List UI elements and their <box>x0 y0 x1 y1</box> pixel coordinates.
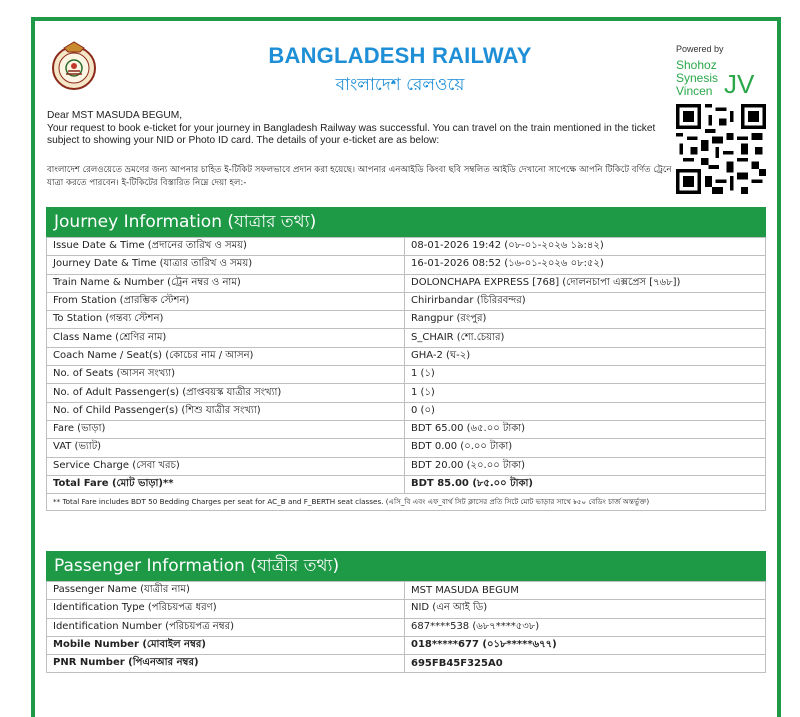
table-row <box>47 636 766 654</box>
row-label: Journey Date & Time (যাত্রার তারিখ ও সময়) <box>47 256 405 274</box>
row-label: No. of Seats (আসন সংখ্যা) <box>47 366 405 384</box>
page-title-bangla: বাংলাদেশ রেলওয়ে <box>335 75 465 95</box>
row-label: Total Fare (মোট ভাড়া)** <box>47 475 405 493</box>
table-row <box>47 311 766 329</box>
railway-emblem-icon <box>50 38 98 94</box>
table-row <box>47 475 766 493</box>
row-value: 1 (১) <box>405 366 766 384</box>
row-value: 08-01-2026 19:42 (০৮-০১-২০২৬ ১৯:৪২) <box>405 238 766 256</box>
row-value: BDT 65.00 (৬৫.০০ টাকা) <box>405 420 766 438</box>
passenger-information-table <box>46 581 766 673</box>
journey-information-table <box>46 237 766 494</box>
row-value: Chirirbandar (চিরিরবন্দর) <box>405 292 766 310</box>
table-row <box>47 655 766 673</box>
row-value: 695FB45F325A0 <box>405 655 766 673</box>
row-label: Class Name (শ্রেণির নাম) <box>47 329 405 347</box>
row-label: Mobile Number (মোবাইল নম্বর) <box>47 636 405 654</box>
row-value: BDT 85.00 (৮৫.০০ টাকা) <box>405 475 766 493</box>
qr-code-icon <box>676 104 766 194</box>
table-row <box>47 439 766 457</box>
row-label: From Station (প্রারম্ভিক স্টেশন) <box>47 292 405 310</box>
vendor-logo <box>676 58 755 99</box>
row-label: Identification Type (পরিচয়পত্র ধরণ) <box>47 600 405 618</box>
row-label: Passenger Name (যাত্রীর নাম) <box>47 582 405 600</box>
row-value: 0 (০) <box>405 402 766 420</box>
row-value: S_CHAIR (শো.চেয়ার) <box>405 329 766 347</box>
row-value: 687****538 (৬৮৭****৫৩৮) <box>405 618 766 636</box>
greeting: Dear MST MASUDA BEGUM, <box>47 110 183 121</box>
table-row <box>47 329 766 347</box>
row-value: BDT 0.00 (০.০০ টাকা) <box>405 439 766 457</box>
letter-body: Your request to book e-ticket for your journey in Bangladesh Railway was successful. You can travel on the train mentioned in the ticket subject to showing your NID or Photo ID card. The details of your e-ticket are as below: <box>47 122 656 147</box>
row-value: 018*****677 (০১৮*****৬৭৭) <box>405 636 766 654</box>
table-row <box>47 292 766 310</box>
table-row <box>47 366 766 384</box>
row-label: Issue Date & Time (প্রদানের তারিখ ও সময়) <box>47 238 405 256</box>
table-row <box>47 402 766 420</box>
row-value: 16-01-2026 08:52 (১৬-০১-২০২৬ ০৮:৫২) <box>405 256 766 274</box>
row-label: Service Charge (সেবা খরচ) <box>47 457 405 475</box>
row-value: 1 (১) <box>405 384 766 402</box>
total-fare-note: ** Total Fare includes BDT 50 Bedding Charges per seat for AC_B and F_BERTH seat classes. (এসি_বি এবং এফ_বার্থ সিট ক্লাসের প্রতি সিটে মোট ভাড়ার সাথে ৳৫০ বেডিং চার্জ অন্তর্ভুক্ত) <box>46 494 766 511</box>
row-label: No. of Child Passenger(s) (শিশু যাত্রীর সংখ্যা) <box>47 402 405 420</box>
brand-line: Synesis <box>676 71 719 85</box>
row-label: Identification Number (পরিচয়পত্র নম্বর) <box>47 618 405 636</box>
table-row <box>47 618 766 636</box>
row-label: PNR Number (পিএনআর নম্বর) <box>47 655 405 673</box>
table-row <box>47 274 766 292</box>
table-row <box>47 457 766 475</box>
table-row <box>47 420 766 438</box>
row-value: GHA-2 (ঘ-২) <box>405 347 766 365</box>
row-label: Fare (ভাড়া) <box>47 420 405 438</box>
brand-line: Shohoz <box>676 58 717 72</box>
brand-jv: JV <box>724 69 755 99</box>
table-row <box>47 582 766 600</box>
letter-english <box>47 110 672 148</box>
row-label: No. of Adult Passenger(s) (প্রাপ্তবয়স্ক যাত্রীর সংখ্যা) <box>47 384 405 402</box>
letter-bangla: বাংলাদেশ রেলওয়েতে ভ্রমণের জন্য আপনার চাহিত ই-টিকিট সফলভাবে প্রদান করা হয়েছে। আপনার এনআইডি কিংবা ছবি সম্বলিত আইডি দেখানো সাপেক্ষে আপনি টিকিটে বর্ণিত ট্রেনে যাত্রা করতে পারবেন। ই-টিকিটের বিস্তারিত নিম্নে দেয়া হল:- <box>47 165 672 188</box>
passenger-information-heading: Passenger Information (যাত্রীর তথ্য) <box>46 551 766 581</box>
row-value: NID (এন আই ডি) <box>405 600 766 618</box>
row-value: MST MASUDA BEGUM <box>405 582 766 600</box>
row-value: Rangpur (রংপুর) <box>405 311 766 329</box>
table-row <box>47 238 766 256</box>
row-value: BDT 20.00 (২০.০০ টাকা) <box>405 457 766 475</box>
page-title: BANGLADESH RAILWAY <box>268 43 532 68</box>
row-label: Coach Name / Seat(s) (কোচের নাম / আসন) <box>47 347 405 365</box>
brand-line: Vincen <box>676 84 713 98</box>
row-label: To Station (গন্তব্য স্টেশন) <box>47 311 405 329</box>
journey-information-section <box>46 207 766 511</box>
powered-by-label: Powered by <box>676 44 724 54</box>
passenger-information-section <box>46 551 766 673</box>
table-row <box>47 600 766 618</box>
row-label: Train Name & Number (ট্রেন নম্বর ও নাম) <box>47 274 405 292</box>
table-row <box>47 384 766 402</box>
table-row <box>47 256 766 274</box>
row-label: VAT (ভ্যাট) <box>47 439 405 457</box>
table-row <box>47 347 766 365</box>
journey-information-heading: Journey Information (যাত্রার তথ্য) <box>46 207 766 237</box>
row-value: DOLONCHAPA EXPRESS [768] (দোলনচাপা এক্সপ্রেস [৭৬৮]) <box>405 274 766 292</box>
